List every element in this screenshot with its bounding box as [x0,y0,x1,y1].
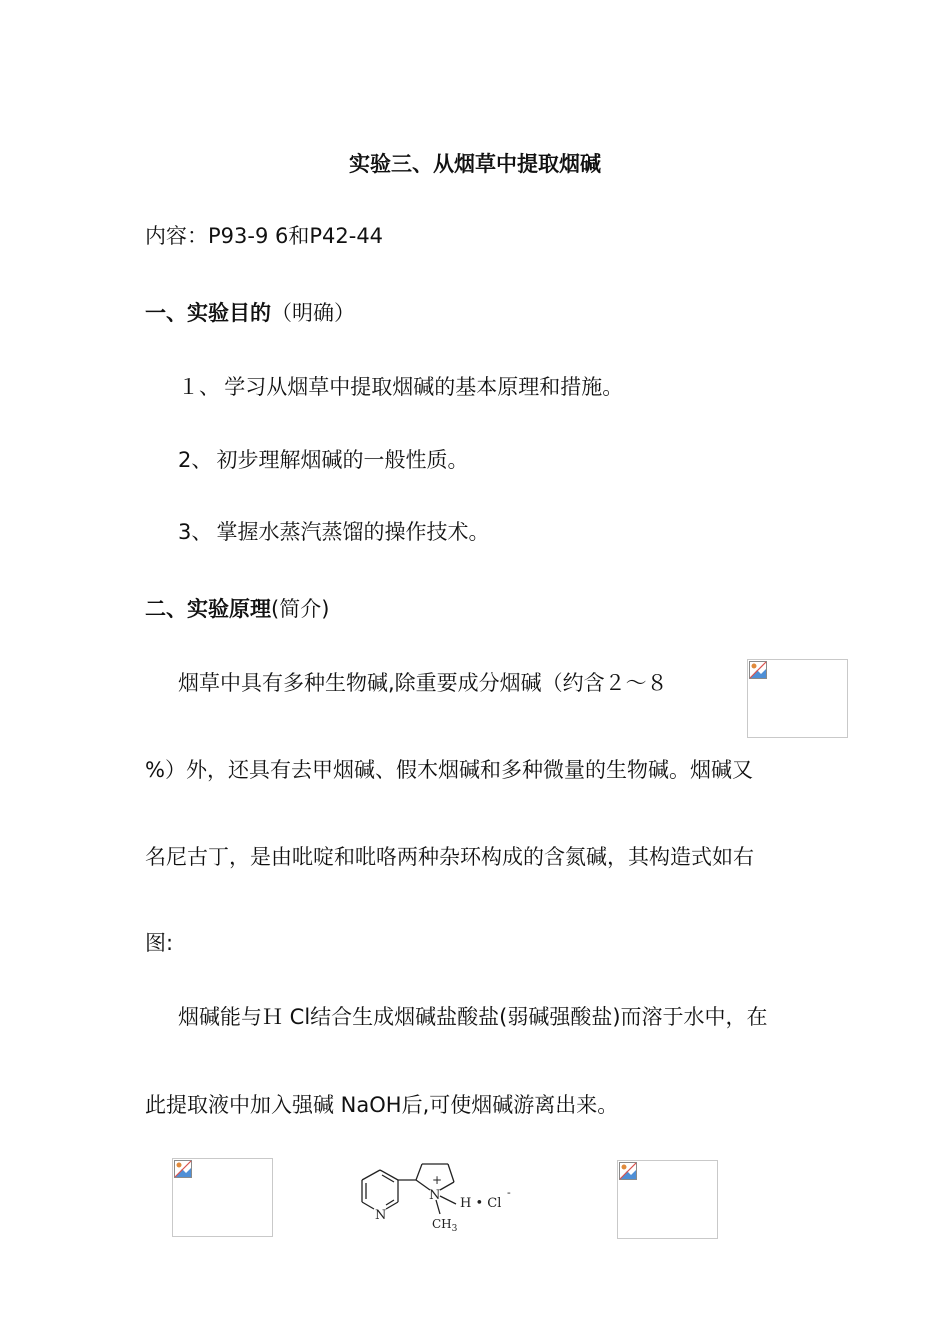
principle-para1-line4: 图: [145,931,174,955]
section1-heading-note: （明确） [271,301,355,325]
objective-item-3: 3、 掌握水蒸汽蒸馏的操作技术。 [178,520,490,544]
section1-heading [145,303,355,324]
section2-heading-note: (简介) [271,597,330,621]
broken-image-icon [749,661,767,679]
section2-heading-text: 二、实验原理 [145,597,271,621]
section1-heading-text: 一、实验目的 [145,301,271,325]
pyrrolidine-nitrogen-label: N [429,1188,441,1203]
nicotine-hydrochloride-structure [356,1162,526,1234]
methyl-text: CH [432,1217,452,1231]
principle-para1-line2: %）外，还具有去甲烟碱、假木烟碱和多种微量的生物碱。烟碱又 [145,758,753,782]
methyl-label [432,1217,458,1234]
pyridine-nitrogen-label: N [375,1208,387,1223]
principle-para1-line1: 烟草中具有多种生物碱,除重要成分烟碱（约含２～８ [178,671,668,695]
objective-item-1: １、 学习从烟草中提取烟碱的基本原理和措施。 [178,375,624,399]
negative-charge-label: - [507,1186,511,1199]
positive-charge-label: + [432,1173,443,1187]
bottom-right-image-placeholder [617,1160,718,1239]
section2-heading [145,599,329,620]
methyl-subscript: 3 [451,1224,458,1234]
principle-para1-line3: 名尼古丁，是由吡啶和吡咯两种杂环构成的含氮碱，其构造式如右 [145,845,754,869]
document-title: 实验三、从烟草中提取烟碱 [349,152,601,176]
broken-image-icon [619,1162,637,1180]
content-reference: 内容：P93-9 6和P42-44 [145,224,384,248]
structure-image-placeholder [747,659,848,738]
hcl-label: H • Cl [460,1196,502,1211]
principle-para2-line2: 此提取液中加入强碱 NaOH后,可使烟碱游离出来。 [145,1093,619,1117]
objective-item-2: 2、 初步理解烟碱的一般性质。 [178,448,469,472]
broken-image-icon [174,1160,192,1178]
bottom-left-image-placeholder [172,1158,273,1237]
principle-para2-line1: 烟碱能与Ｈ Cl结合生成烟碱盐酸盐(弱碱强酸盐)而溶于水中，在 [178,1005,768,1029]
